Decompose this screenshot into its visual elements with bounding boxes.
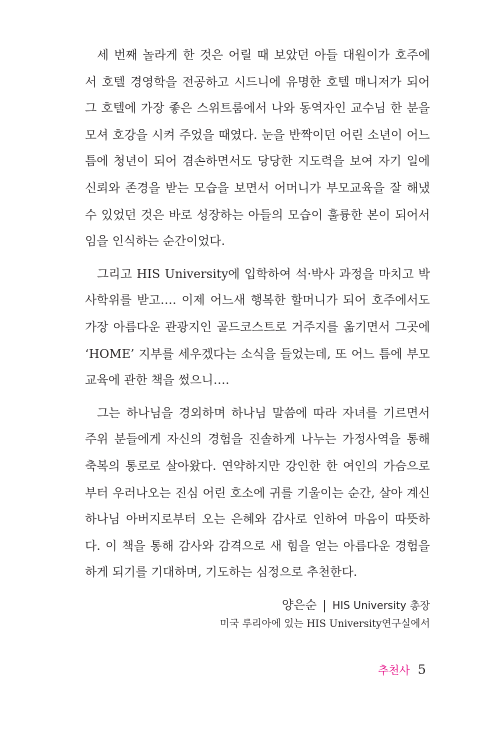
text-line: 가장 아름다운 관광지인 골드코스트로 거주지를 옮기면서 그곳에	[85, 319, 430, 334]
text-line: 축복의 통로로 살아왔다. 연약하지만 강인한 한 여인의 가슴으로	[85, 458, 430, 473]
text-line: 틈에 청년이 되어 겸손하면서도 당당한 지도력을 보여 자기 일에	[85, 154, 430, 169]
paragraph	[85, 400, 430, 586]
text-line: 교육에 관한 책을 썼으니….	[85, 373, 230, 388]
text-line: 수 있었던 것은 바로 성장하는 아들의 모습이 훌륭한 본이 되어서	[85, 207, 430, 222]
text-line: 다. 이 책을 통해 감사와 감격으로 새 힘을 얻는 아름다운 경험을	[85, 538, 430, 553]
text-line: 서 호텔 경영학을 전공하고 시드니에 유명한 호텔 매니저가 되어	[85, 74, 430, 89]
text-line: 세 번째 놀라게 한 것은 어릴 때 보았던 아들 대원이가 호주에	[97, 48, 430, 62]
page-number: 5	[417, 663, 426, 678]
text-line: 임을 인식하는 순간이었다.	[85, 234, 226, 249]
text-line: 주위 분들에게 자신의 경험을 진솔하게 나누는 가정사역을 통해	[85, 432, 430, 447]
signature-line	[220, 596, 430, 615]
text-line: 그 호텔에 가장 좋은 스위트룸에서 나와 동역자인 교수님 한 분을	[85, 101, 430, 116]
section-label: 추천사	[378, 664, 410, 677]
text-line: 하게 되기를 기대하며, 기도하는 심정으로 추천한다.	[85, 565, 358, 580]
text-line: 하나님 아버지로부터 오는 은혜와 감사로 인하여 마음이 따뜻하	[85, 512, 430, 527]
author-title: HIS University 총장	[332, 600, 430, 612]
paragraph	[85, 42, 430, 255]
page-folio	[378, 662, 426, 678]
text-line: 그는 하나님을 경외하며 하나님 말씀에 따라 자녀를 기르면서	[97, 405, 430, 420]
text-line: 신뢰와 존경을 받는 모습을 보면서 어머니가 부모교육을 잘 해냈	[85, 180, 430, 195]
text-line: 부터 우러나오는 진심 어린 호소에 귀를 기울이는 순간, 살아 계신	[85, 485, 430, 500]
signature-block	[220, 596, 430, 633]
text-line: 사학위를 받고…. 이제 어느새 행복한 할머니가 되어 호주에서도	[85, 293, 430, 308]
signature-separator: |	[322, 598, 327, 612]
author-name: 양은순	[281, 598, 317, 612]
text-line: 모셔 호강을 시켜 주었을 때였다. 눈을 반짝이던 어린 소년이 어느	[85, 127, 430, 142]
body-text	[85, 42, 430, 592]
text-line: ‘HOME’ 지부를 세우겠다는 소식을 들었는데, 또 어느 틈에 부모	[85, 346, 430, 361]
paragraph	[85, 261, 430, 394]
text-line: 그리고 HIS University에 입학하여 석·박사 과정을 마치고 박	[97, 266, 430, 281]
signature-place: 미국 루리아에 있는 HIS University연구실에서	[219, 619, 430, 630]
